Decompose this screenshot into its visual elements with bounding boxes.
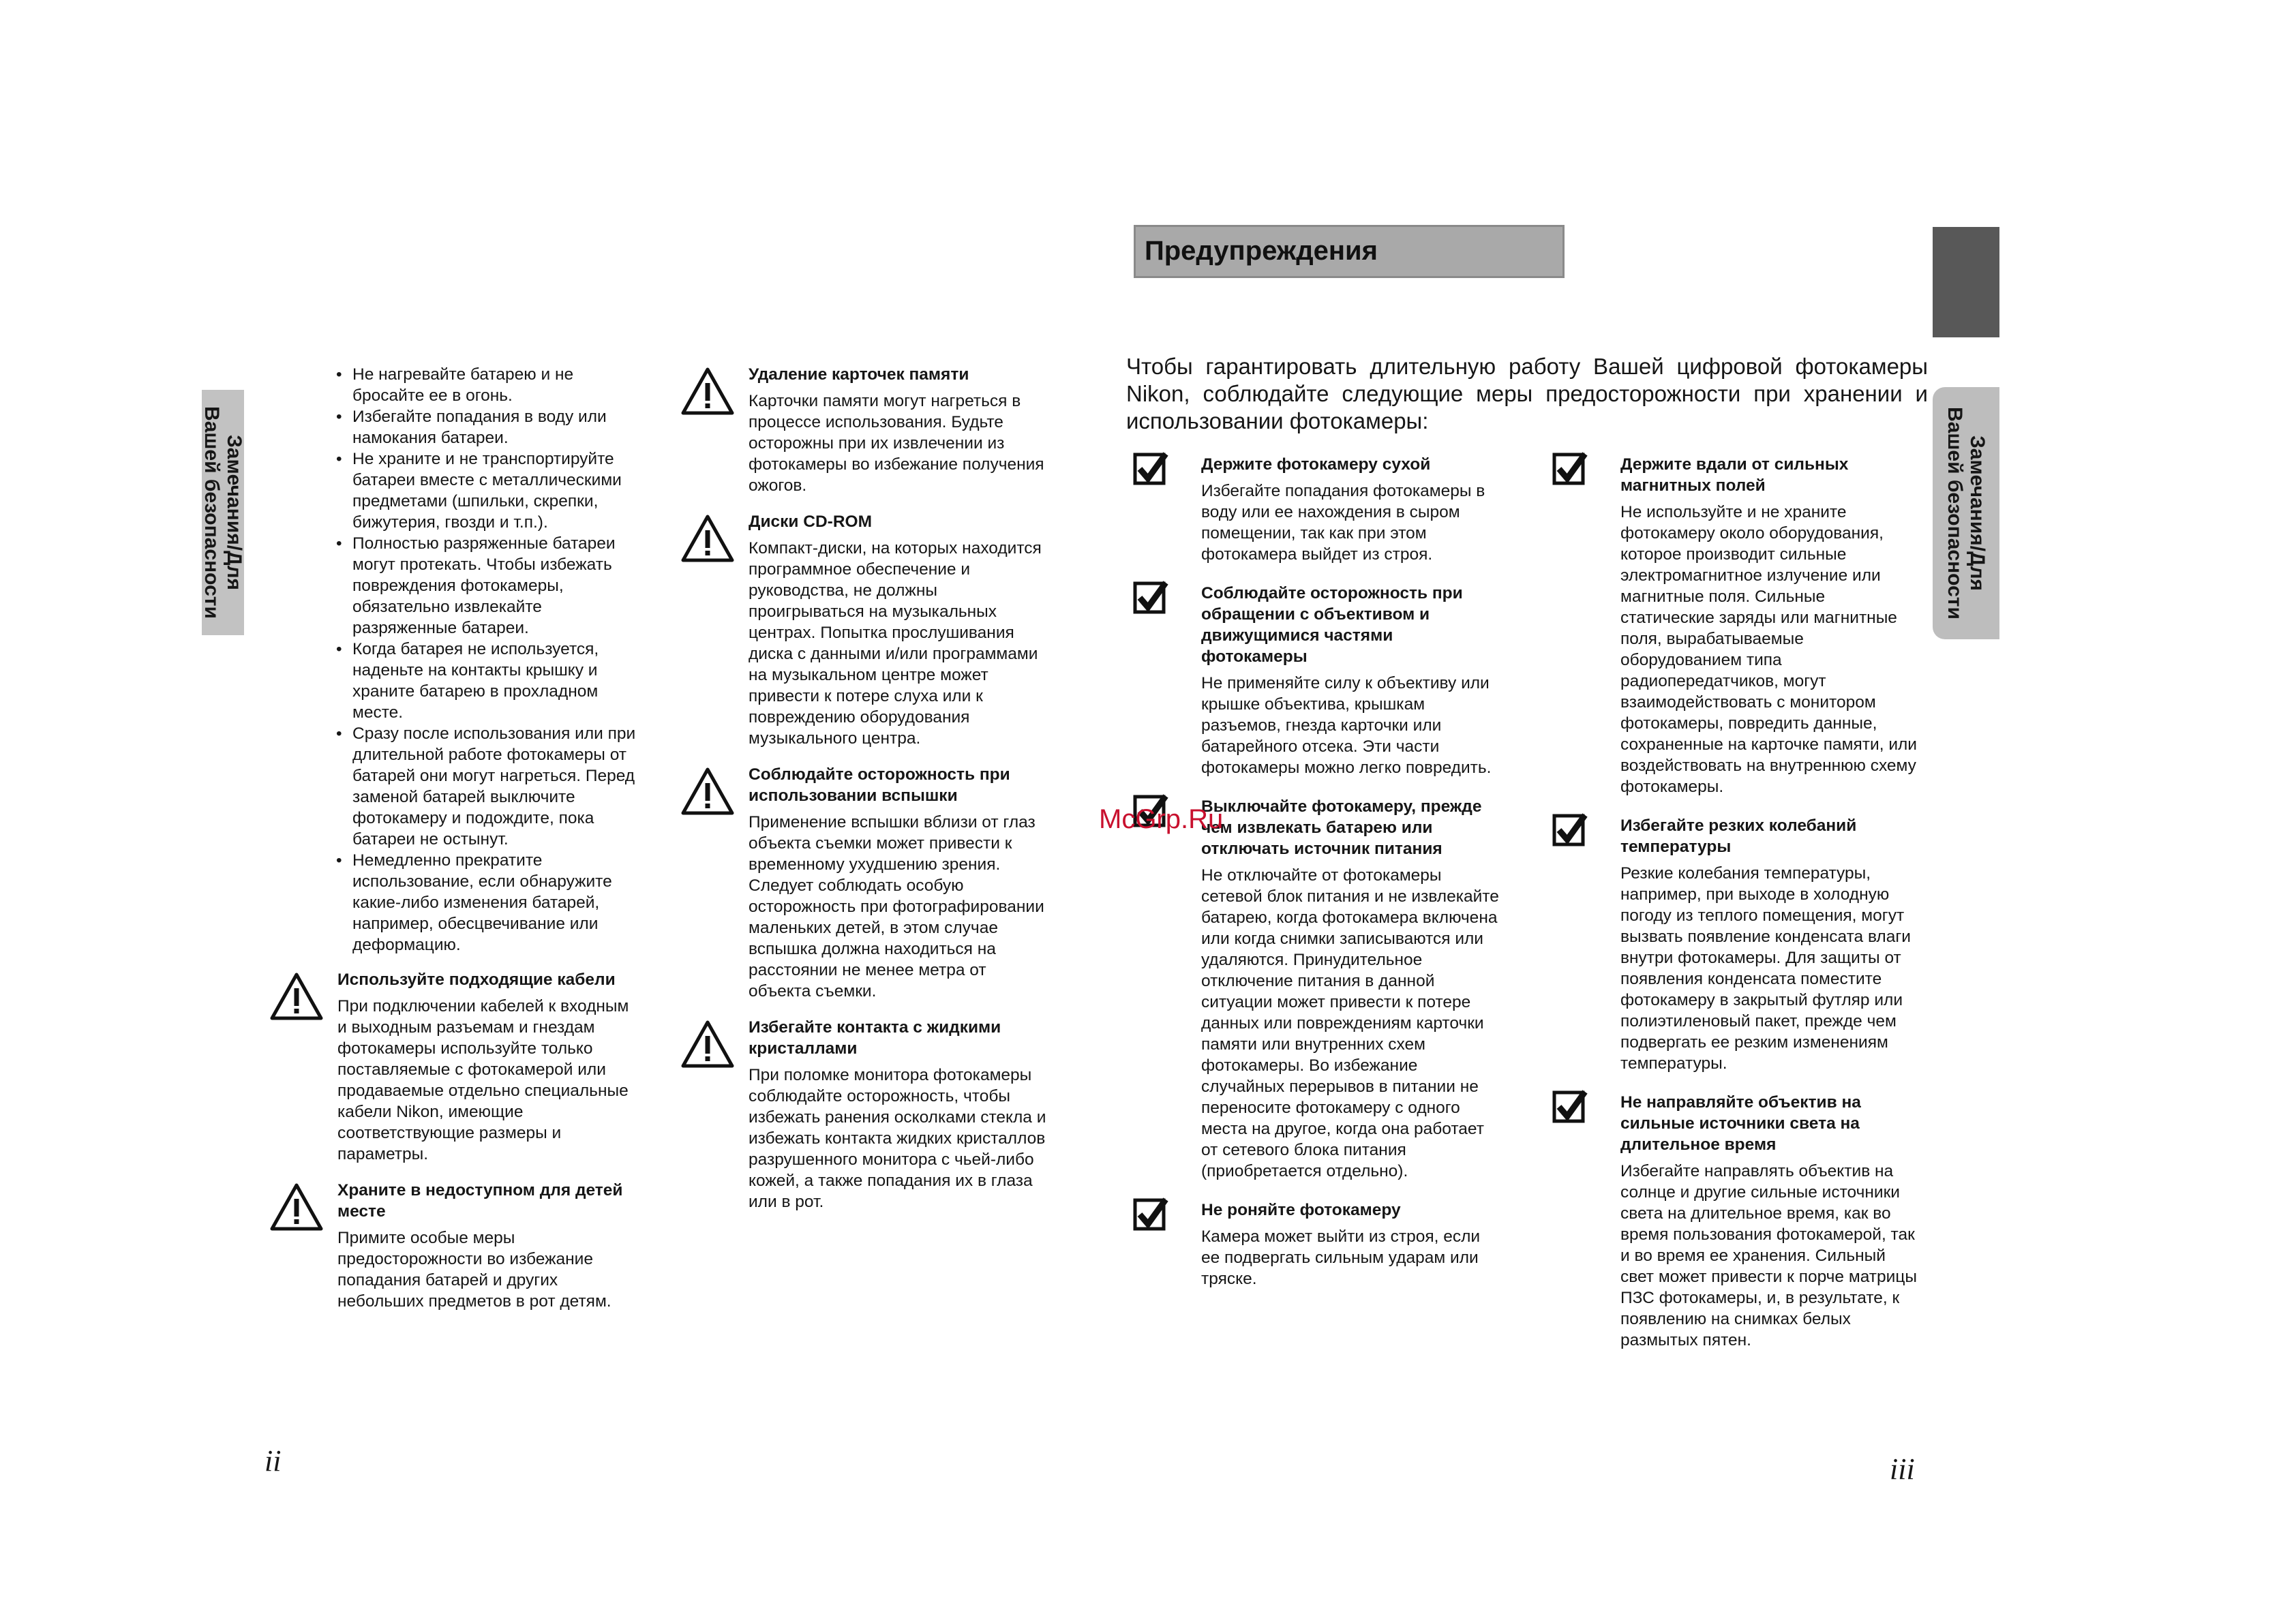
section-body: Применение вспышки вблизи от глаз объекта съемки может привести к временному ухудшению зрения. Следует соблюдать особую осторожность при фотографировании маленьких детей, в этом случае вспышка должна находиться на расстоянии не менее метра от объекта съемки. <box>749 813 1044 1000</box>
bright-light-section <box>1552 1092 1920 1351</box>
section-body: Не используйте и не храните фотокамеру около оборудования, которое производит сильные электромагнитное излучение или магнитные поля. Сильные статические заряды или магнитные поля, вырабатываемые оборудованием типа радиопередатчиков, могут взаимодействовать с монитором фотокамеры, повредить данные, сохраненные на карточке памяти, или воздействовать на внутреннюю схему фотокамеры. <box>1620 503 1917 796</box>
section-title: Диски CD-ROM <box>749 513 872 531</box>
section-body: При поломке монитора фотокамеры соблюдайте осторожность, чтобы избежать ранения осколками стекла и избежать контакта жидких кристаллов разрушенного монитора с чьей-либо кожей, а также попадания их в глаза или в рот. <box>749 1066 1046 1211</box>
section-title: Избегайте контакта с жидкими кристаллами <box>749 1018 1001 1058</box>
right-side-tab-label: Замечания/Для Вашей безопасности <box>1944 407 1989 620</box>
intro-paragraph: Чтобы гарантировать длительную работу Вашей цифровой фотокамеры Nikon, соблюдайте следующие меры предосторожности при хранении и использовании фотокамеры: <box>1126 354 1928 433</box>
left-column-1 <box>269 364 637 1312</box>
checkmark-icon <box>1552 812 1588 846</box>
warnings-header-title: Предупреждения <box>1145 236 1378 266</box>
section-body: Камера может выйти из строя, если ее подвергать сильным ударам или тряске. <box>1201 1227 1481 1288</box>
section-title: Выключайте фотокамеру, прежде чем извлекать батарею или отключать источник питания <box>1201 797 1482 858</box>
warning-triangle-icon <box>680 514 735 563</box>
section-title: Храните в недоступном для детей месте <box>337 1181 623 1221</box>
checkmark-icon <box>1133 1197 1168 1231</box>
keep-dry-section <box>1133 454 1501 565</box>
page-number-left: ii <box>265 1444 282 1478</box>
right-top-tab <box>1933 227 1999 337</box>
warning-triangle-icon <box>680 1020 735 1069</box>
flash-section <box>680 764 1048 1002</box>
watermark: McGrp.Ru <box>1099 804 1224 834</box>
warning-triangle-icon <box>269 1182 324 1232</box>
section-body: Резкие колебания температуры, например, при выходе в холодную погоду из теплого помещения, могут вызвать появление конденсата влаги внутри фотокамеры. Для защиты от появления конденсата поместите фотокамеру в закрытый футляр или полиэтиленовый пакет, прежде чем подвергать ее резким изменениям температуры. <box>1620 864 1911 1073</box>
section-body: Карточки памяти могут нагреться в процессе использования. Будьте осторожны при их извлечении из фотокамеры во избежание получения ожогов. <box>749 392 1044 495</box>
bullet-item: • Сразу после использования или при длительной работе фотокамеры от батарей они могут нагреться. Перед заменой батарей выключите фотокамеру и подождите, пока батареи не остынут. <box>333 723 637 850</box>
section-title: Избегайте резких колебаний температуры <box>1620 816 1857 856</box>
page-number-right: iii <box>1890 1452 1915 1486</box>
bullet-item: • Избегайте попадания в воду или намокания батареи. <box>333 406 637 448</box>
magnetic-fields-section <box>1552 454 1920 797</box>
do-not-drop-section <box>1133 1199 1501 1289</box>
section-title: Соблюдайте осторожность при использовании вспышки <box>749 765 1010 805</box>
section-body: При подключении кабелей к входным и выходным разъемам и гнездам фотокамеры используйте только поставляемые с фотокамерой или продаваемые отдельно специальные кабели Nikon, имеющие соответствующие размеры и параметры. <box>337 997 629 1163</box>
section-body: Избегайте направлять объектив на солнце и другие сильные источники света на длительное время, как во время пользования фотокамерой, так и во время ее хранения. Сильный свет может привести к порче матрицы ПЗС фотокамеры, и, в результате, к появлению на снимках белых размытых пятен. <box>1620 1162 1917 1349</box>
section-title: Удаление карточек памяти <box>749 365 969 384</box>
cd-rom-section <box>680 511 1048 749</box>
checkmark-icon <box>1133 580 1168 614</box>
section-title: Держите фотокамеру сухой <box>1201 455 1431 474</box>
warnings-header-bar <box>1134 225 1565 278</box>
section-body: Компакт-диски, на которых находится программное обеспечение и руководства, не должны проигрываться на музыкальных центрах. Попытка прослушивания диска с данными и/или программами на музыкальном центре может привести к потере слуха или к повреждению оборудования музыкального центра. <box>749 539 1042 748</box>
warning-triangle-icon <box>680 367 735 416</box>
section-body: Примите особые меры предосторожности во избежание попадания батарей и других небольших предметов в рот детям. <box>337 1229 611 1311</box>
warning-triangle-icon <box>269 972 324 1021</box>
section-body: Не отключайте от фотокамеры сетевой блок питания и не извлекайте батарею, когда фотокамера включена или когда снимки записываются или удаляются. Принудительное отключение питания в данной ситуации может привести к потере данных или повреждениям карточки памяти или внутренних схем фотокамеры. Во избежание случайных перерывов в питании не переносите фотокамеру с одного места на другое, когда она работает от сетевого блока питания (приобретается отдельно). <box>1201 866 1499 1180</box>
bullet-item: • Не нагревайте батарею и не бросайте ее в огонь. <box>333 364 637 406</box>
bullet-item: • Не храните и не транспортируйте батареи вместе с металлическими предметами (шпильки, скрепки, бижутерия, гвозди и т.п.). <box>333 448 637 533</box>
section-title: Используйте подходящие кабели <box>337 971 616 989</box>
children-section <box>269 1180 637 1312</box>
warning-triangle-icon <box>680 767 735 816</box>
section-title: Соблюдайте осторожность при обращении с объективом и движущимися частями фотокамеры <box>1201 584 1463 666</box>
checkmark-icon <box>1552 1089 1588 1123</box>
section-title: Не роняйте фотокамеру <box>1201 1201 1401 1219</box>
section-title: Не направляйте объектив на сильные источники света на длительное время <box>1620 1093 1861 1154</box>
cables-section <box>269 969 637 1165</box>
section-body: Не применяйте силу к объективу или крышке объектива, крышкам разъемов, гнезда карточки или батарейного отсека. Эти части фотокамеры можно легко повредить. <box>1201 674 1492 777</box>
left-column-2 <box>680 364 1048 1212</box>
left-side-tab-label: Замечания/Для Вашей безопасности <box>200 406 245 619</box>
lens-care-section <box>1133 583 1501 778</box>
power-off-section <box>1133 796 1501 1182</box>
battery-bullet-list <box>333 364 637 956</box>
right-column-2 <box>1552 454 1920 1351</box>
bullet-item: • Немедленно прекратите использование, если обнаружите какие-либо изменения батарей, например, обесцвечивание или деформацию. <box>333 850 637 956</box>
right-side-tab <box>1933 387 1999 639</box>
bullet-item: • Полностью разряженные батареи могут протекать. Чтобы избежать повреждения фотокамеры, обязательно извлекайте разряженные батареи. <box>333 533 637 639</box>
bullet-item: • Когда батарея не используется, наденьте на контакты крышку и храните батарею в прохладном месте. <box>333 639 637 723</box>
right-column-1 <box>1133 454 1501 1289</box>
temperature-section <box>1552 815 1920 1074</box>
left-side-tab <box>202 390 244 635</box>
section-title: Держите вдали от сильных магнитных полей <box>1620 455 1849 495</box>
section-body: Избегайте попадания фотокамеры в воду или ее нахождения в сыром помещении, так как при этом фотокамера выйдет из строя. <box>1201 482 1485 564</box>
memory-card-section <box>680 364 1048 496</box>
checkmark-icon <box>1133 451 1168 485</box>
liquid-crystal-section <box>680 1017 1048 1212</box>
checkmark-icon <box>1552 451 1588 485</box>
